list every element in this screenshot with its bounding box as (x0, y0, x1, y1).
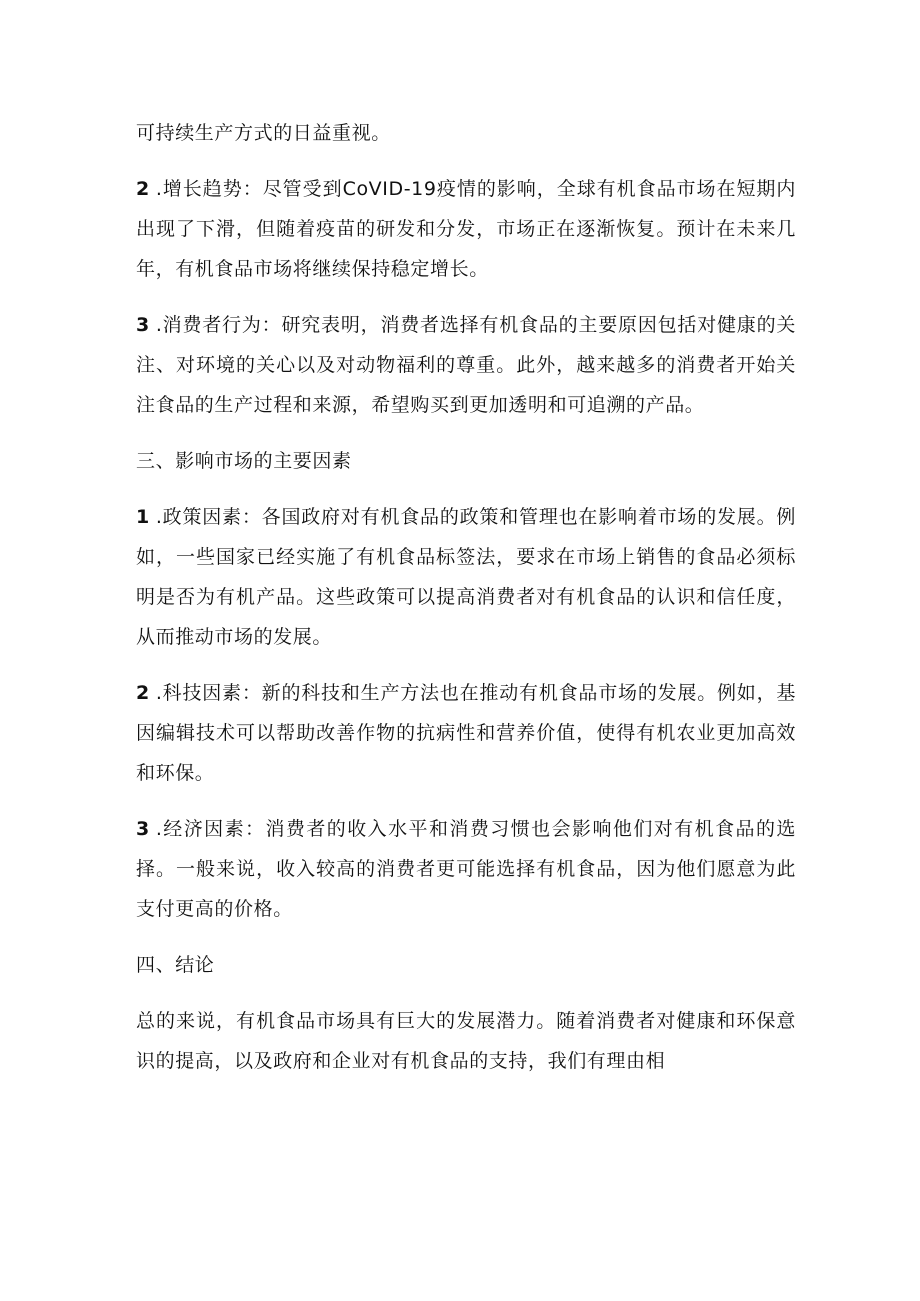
list-item-economic-factor (136, 809, 796, 929)
paragraph-continuation (136, 113, 796, 153)
item-number: 1 (136, 506, 150, 528)
item-number: 3 (136, 314, 150, 336)
list-item-consumer-behavior (136, 305, 796, 425)
heading-text: 四、结论 (136, 954, 215, 976)
list-item-technology-factor (136, 673, 796, 793)
paragraph-conclusion (136, 1001, 796, 1081)
heading-text: 三、影响市场的主要因素 (136, 450, 352, 472)
item-text: .科技因素：新的科技和生产方法也在推动有机食品市场的发展。例如，基因编辑技术可以帮助改善作物的抗病性和营养价值，使得有机农业更加高效和环保。 (136, 682, 796, 784)
document-body (136, 113, 796, 1097)
item-text: .消费者行为：研究表明，消费者选择有机食品的主要原因包括对健康的关注、对环境的关心以及对动物福利的尊重。此外，越来越多的消费者开始关注食品的生产过程和来源，希望购买到更加透明和可追溯的产品。 (136, 314, 796, 416)
list-item-policy-factor (136, 497, 796, 657)
item-number: 2 (136, 682, 150, 704)
section-heading-conclusion (136, 945, 796, 985)
paragraph-text: 总的来说，有机食品市场具有巨大的发展潜力。随着消费者对健康和环保意识的提高，以及政府和企业对有机食品的支持，我们有理由相 (136, 1010, 796, 1072)
list-item-growth-trend (136, 169, 796, 289)
item-text: .政策因素：各国政府对有机食品的政策和管理也在影响着市场的发展。例如，一些国家已经实施了有机食品标签法，要求在市场上销售的食品必须标明是否为有机产品。这些政策可以提高消费者对有机食品的认识和信任度，从而推动市场的发展。 (136, 506, 796, 648)
paragraph-text: 可持续生产方式的日益重视。 (136, 122, 391, 144)
item-text: .经济因素：消费者的收入水平和消费习惯也会影响他们对有机食品的选择。一般来说，收入较高的消费者更可能选择有机食品，因为他们愿意为此支付更高的价格。 (136, 818, 796, 920)
item-number: 2 (136, 178, 150, 200)
section-heading-factors (136, 441, 796, 481)
item-number: 3 (136, 818, 150, 840)
item-text: .增长趋势：尽管受到CoVID-19疫情的影响，全球有机食品市场在短期内出现了下滑，但随着疫苗的研发和分发，市场正在逐渐恢复。预计在未来几年，有机食品市场将继续保持稳定增长。 (136, 178, 796, 280)
